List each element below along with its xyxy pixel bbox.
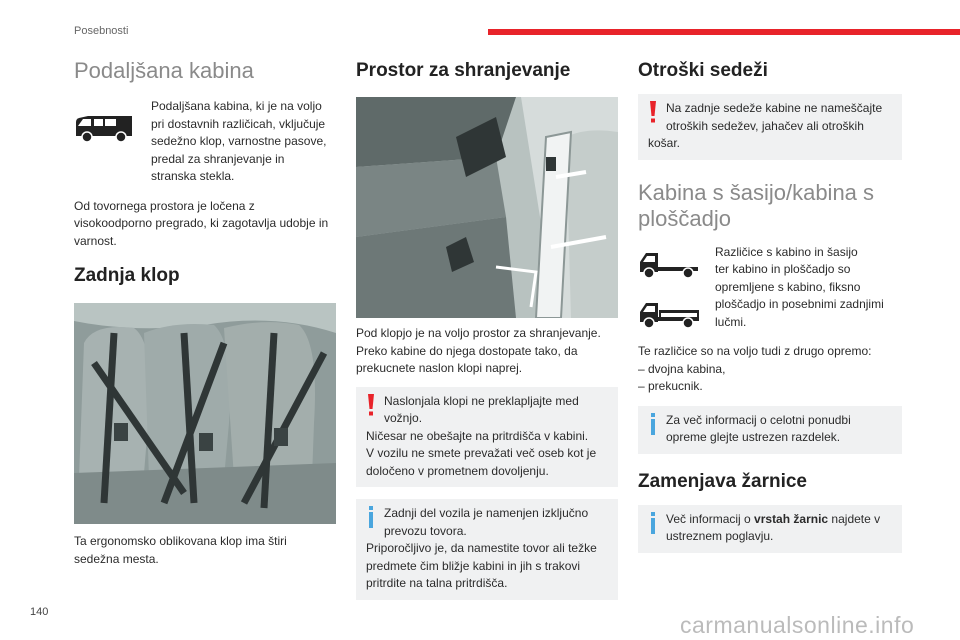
child-seats-warning-note: Na zadnje sedeže kabine ne nameščajte otroških sedežev, jahačev ali otroških košar. [638, 94, 902, 160]
column-extended-cab [74, 52, 336, 568]
bulb-info-note: Več informacij o vrstah žarnic najdete v ustreznem poglavju. [638, 505, 902, 553]
chassis-cab-intro [638, 244, 902, 332]
info-icon [648, 511, 658, 535]
bulb-types-emphasis: vrstah žarnic [754, 511, 829, 526]
rear-bench-heading: Zadnja klop [74, 265, 180, 286]
extended-cab-intro [74, 98, 336, 186]
chassis-cab-icon [638, 250, 700, 280]
platform-cab-icon [638, 300, 700, 330]
warning-icon [366, 393, 376, 417]
info-icon [366, 505, 376, 529]
storage-info-note: Zadnji del vozila je namenjen izključno prevozu tovora. Priporočljivo je, da namestite tovor ali težke predmete čim bližje kabini in jih s trakovi pritrdite na talna pritrdišča. [356, 499, 618, 600]
chassis-info-note: Za več informacij o celotni ponudbi opreme glejte ustrezen razdelek. [638, 406, 902, 454]
extended-cab-intro-text: Podaljšana kabina, ki je na voljo pri dostavnih različicah, vključuje sedežno klop, varnostne pasove, predal za shranjevanje in stranska stekla. [151, 99, 327, 183]
chassis-cab-heading: Kabina s šasijo/kabina s ploščadjo [638, 179, 875, 231]
section-header: Posebnosti [74, 25, 129, 37]
chassis-icons [638, 244, 715, 330]
chassis-options: Te različice so na voljo tudi z drugo opremo: – dvojna kabina, – prekucnik. [638, 343, 902, 396]
child-seats-heading: Otroški sedeži [638, 60, 768, 81]
column-storage [356, 52, 618, 600]
rear-bench-caption: Ta ergonomsko oblikovana klop ima štiri sedežna mesta. [74, 534, 287, 566]
extended-cab-body: Od tovornega prostora je ločena z visokoodporno pregrado, ki zagotavlja udobje in varnost. [74, 198, 329, 248]
storage-heading: Prostor za shranjevanje [356, 60, 571, 81]
chassis-cab-text: Različice s kabino in šasijo ter kabino in ploščadjo so opremljene s kabino, fiksno ploščadjo in posebnimi zadnjimi lučmi. [715, 244, 884, 329]
storage-text: Pod klopjo je na voljo prostor za shranjevanje. Preko kabine do njega dostopate tako, da prekucnete naslon klopi naprej. [356, 326, 601, 375]
bulb-replacement-heading: Zamenjava žarnice [638, 470, 807, 492]
header-accent-bar [488, 29, 960, 35]
warning-icon [648, 100, 658, 124]
extended-cab-heading: Podaljšana kabina [74, 58, 254, 83]
storage-photo [356, 97, 618, 318]
list-item: – dvojna kabina, [638, 361, 726, 376]
rear-bench-photo [74, 303, 336, 524]
storage-warning-note: Naslonjala klopi ne preklapljajte med vožnjo. Ničesar ne obešajte na pritrdišča v kabini. V vozilu ne smete prevažati več oseb kot je določeno v prometnem dovoljenju. [356, 387, 618, 488]
list-item: – prekucnik. [638, 379, 703, 393]
column-child-seats [638, 52, 902, 553]
watermark: carmanualsonline.info [680, 612, 915, 638]
van-icon [74, 98, 151, 147]
page-number: 140 [30, 606, 49, 618]
info-icon [648, 412, 658, 436]
